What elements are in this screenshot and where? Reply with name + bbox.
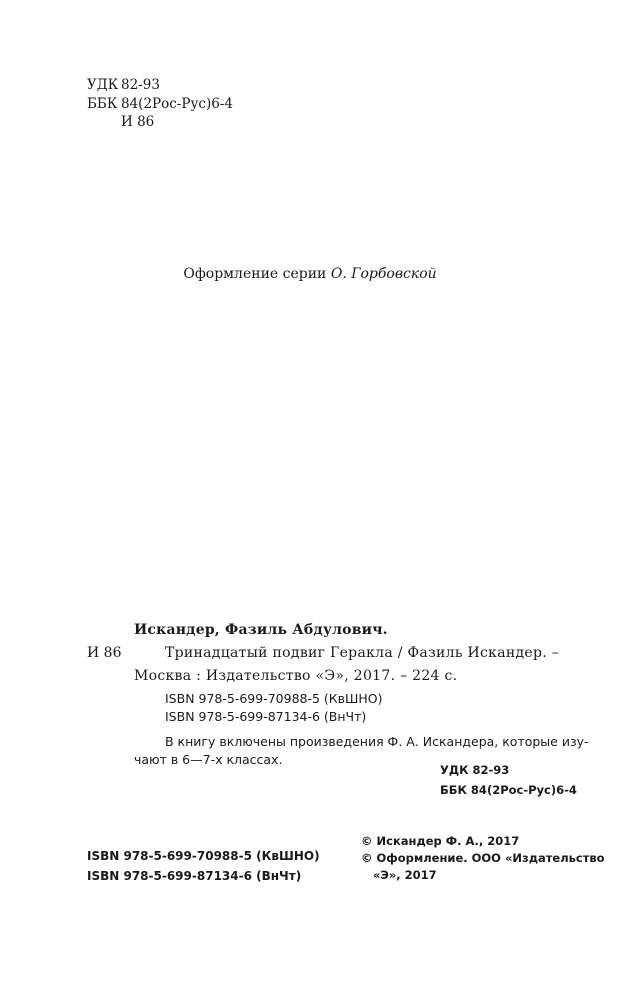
catalog-index: И 86: [87, 645, 122, 661]
copyright-block: [361, 833, 605, 884]
copyright-author: © Искандер Ф. А., 2017: [361, 834, 520, 848]
footer-isbn-1: ISBN 978-5-699-70988-5 (КвШНО): [87, 849, 320, 863]
classification-codes: [87, 76, 233, 132]
bbk-row: [87, 95, 233, 114]
catalog-isbn-2: ISBN 978-5-699-87134-6 (ВнЧт): [165, 709, 367, 724]
catalog-title-line: Тринадцатый подвиг Геракла / Фазиль Искандер. –: [165, 645, 560, 661]
udk-value: 82-93: [121, 77, 160, 93]
catalog-codes: [440, 760, 577, 800]
catalog-publisher-line: Москва : Издательство «Э», 2017. – 224 с.: [134, 668, 458, 684]
author-sign: И 86: [121, 114, 155, 130]
footer-isbn-2: ISBN 978-5-699-87134-6 (ВнЧт): [87, 869, 302, 883]
copyright-design: © Оформление. ООО «Издательство: [361, 851, 605, 865]
udk-label: УДК: [87, 77, 119, 93]
bbk-value: 84(2Рос-Рус)6-4: [121, 95, 233, 112]
catalog-annotation-line-1: В книгу включены произведения Ф. А. Искандера, которые изу-: [165, 734, 589, 749]
catalog-udk: УДК 82-93: [440, 763, 510, 777]
catalog-isbn-1: ISBN 978-5-699-70988-5 (КвШНО): [165, 691, 383, 706]
catalog-author: Искандер, Фазиль Абдулович.: [134, 622, 388, 638]
catalog-annotation-line-2: чают в 6—7-х классах.: [134, 752, 283, 767]
series-designer-name: О. Горбовской: [330, 266, 437, 282]
bbk-label: ББК: [87, 95, 118, 112]
footer-isbn-block: [87, 846, 320, 886]
udk-row: [87, 76, 233, 95]
catalog-bbk: ББК 84(2Рос-Рус)6-4: [440, 783, 577, 797]
series-design-credit: [0, 266, 620, 282]
series-design-label: Оформление серии: [183, 266, 327, 282]
copyright-design-continued: «Э», 2017: [373, 868, 437, 882]
author-sign-row: [87, 113, 233, 132]
